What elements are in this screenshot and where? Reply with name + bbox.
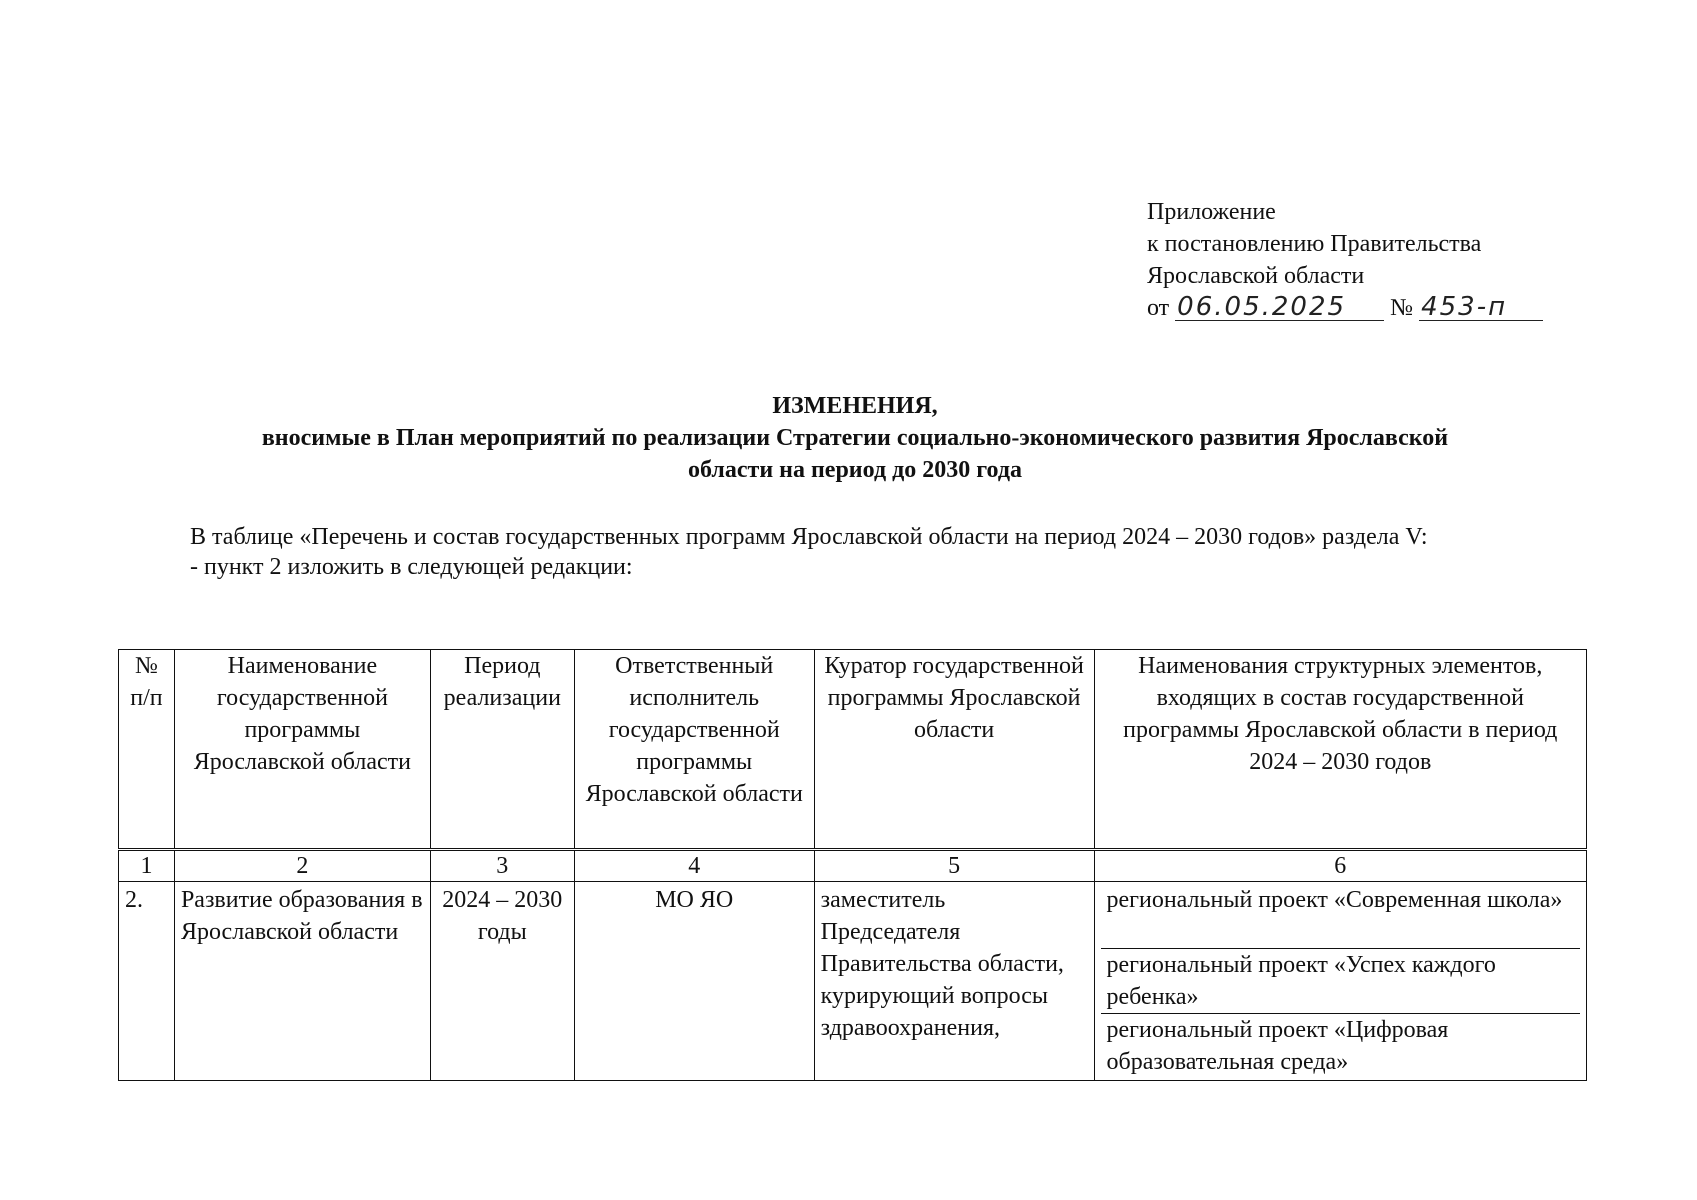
appendix-date-line	[1147, 292, 1543, 324]
intro-text	[118, 522, 1584, 582]
row-number: 2.	[119, 882, 175, 1081]
header-program-name: Наименование государственной программы Ярославской области	[174, 650, 430, 850]
header-period: Период реализации	[430, 650, 574, 850]
column-number: 2	[174, 850, 430, 882]
table-row	[119, 882, 1587, 1081]
handwritten-date: 06.05.2025	[1175, 294, 1384, 321]
table-header-row	[119, 650, 1587, 850]
handwritten-number: 453-п	[1419, 294, 1543, 321]
header-executor: Ответственный исполнитель государственной программы Ярославской области	[574, 650, 814, 850]
document-title	[120, 390, 1590, 486]
column-number: 3	[430, 850, 574, 882]
row-curator: заместитель Председателя Правительства области, курирующий вопросы здравоохранения,	[814, 882, 1094, 1081]
appendix-block	[1147, 196, 1543, 324]
header-elements: Наименования структурных элементов, входящих в состав государственной программы Ярославской области в период 2024 – 2030 годов	[1094, 650, 1587, 850]
appendix-line-3: Ярославской области	[1147, 263, 1365, 289]
row-program-name: Развитие образования в Ярославской области	[174, 882, 430, 1081]
column-number: 6	[1094, 850, 1587, 882]
date-prefix: от	[1147, 295, 1170, 321]
programs-table	[118, 649, 1587, 1081]
structural-element: региональный проект «Современная школа»	[1101, 884, 1581, 949]
column-number: 5	[814, 850, 1094, 882]
column-number-row	[119, 850, 1587, 882]
structural-element: региональный проект «Успех каждого ребенка»	[1101, 949, 1581, 1014]
appendix-line-2: к постановлению Правительства	[1147, 231, 1482, 257]
row-period: 2024 – 2030 годы	[430, 882, 574, 1081]
header-curator: Куратор государственной программы Ярославской области	[814, 650, 1094, 850]
row-elements	[1094, 882, 1587, 1081]
title-line-3: области на период до 2030 года	[688, 457, 1022, 483]
structural-element: региональный проект «Цифровая образовательная среда»	[1106, 1017, 1449, 1075]
row-executor: МО ЯО	[574, 882, 814, 1081]
header-number: № п/п	[119, 650, 175, 850]
column-number: 4	[574, 850, 814, 882]
title-line-2: вносимые в План мероприятий по реализации Стратегии социально-экономического развития Ярославской	[261, 425, 1449, 451]
intro-item: - пункт 2 изложить в следующей редакции:	[190, 554, 633, 580]
appendix-line-1: Приложение	[1147, 199, 1276, 225]
column-number: 1	[119, 850, 175, 882]
number-prefix: №	[1390, 295, 1414, 321]
title-heading: ИЗМЕНЕНИЯ,	[772, 393, 938, 419]
intro-paragraph: В таблице «Перечень и состав государственных программ Ярославской области на период 2024 – 2030 годов» раздела V:	[190, 524, 1428, 550]
